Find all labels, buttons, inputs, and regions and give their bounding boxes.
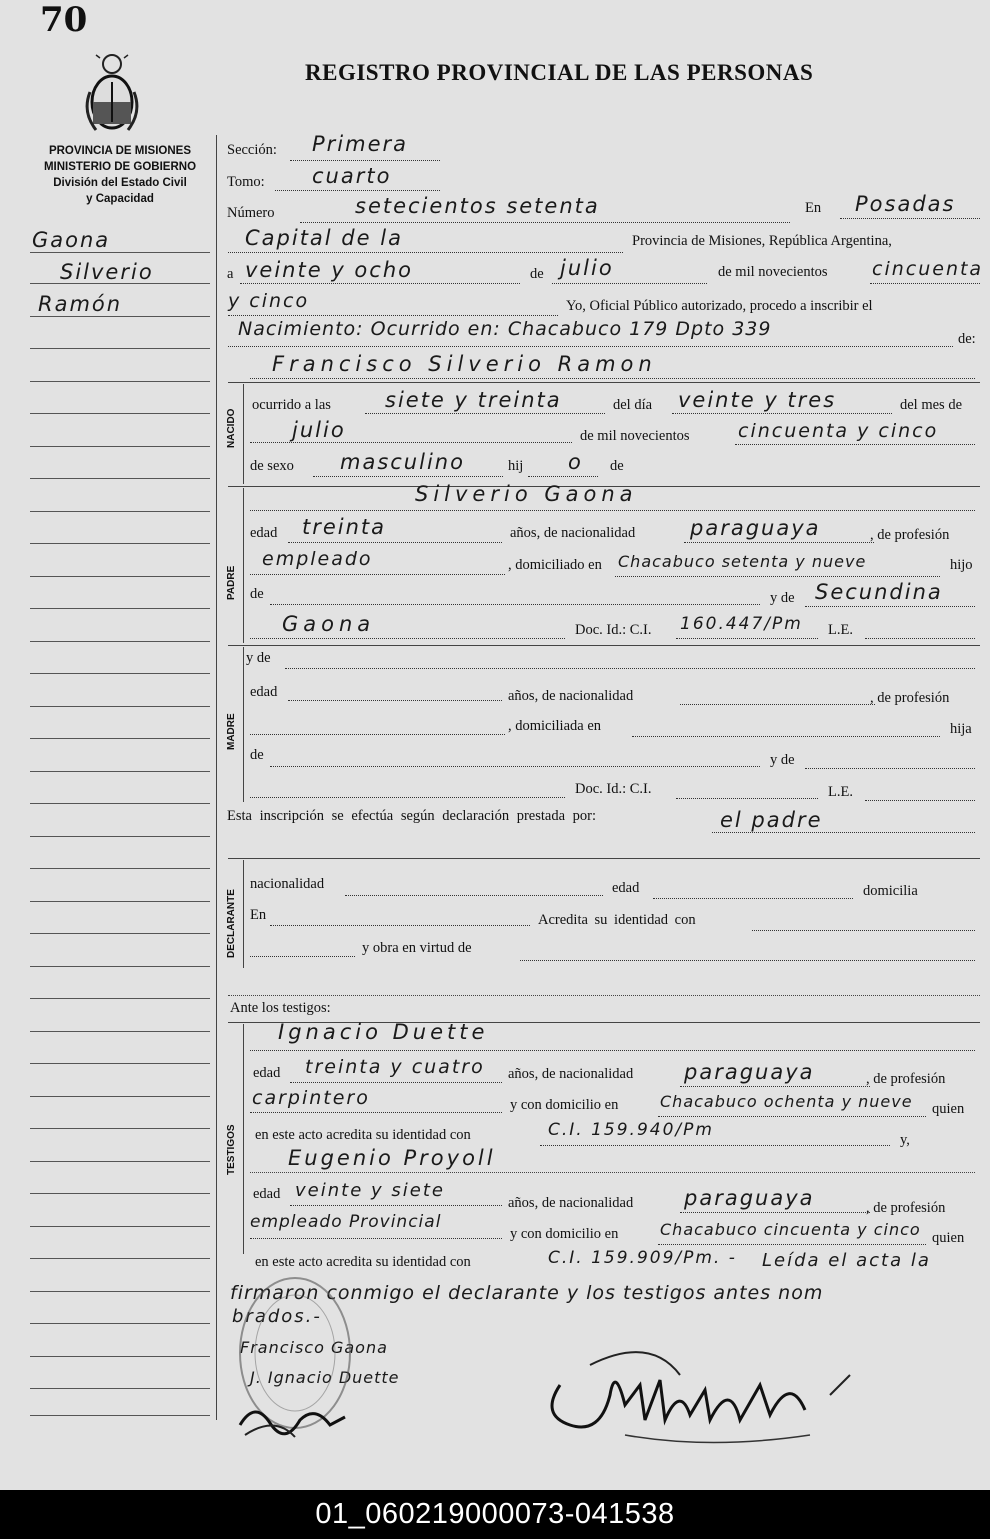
padre-profesion-value: empleado	[262, 548, 373, 570]
testigo2-nombre-value: Eugenio Proyoll	[288, 1146, 496, 1170]
madre-y-de-label: y de	[246, 650, 271, 666]
side-first-name: Silverio	[60, 260, 154, 284]
declarante-label: DECLARANTE	[226, 889, 237, 958]
mes-value: julio	[292, 418, 346, 442]
fecha-mes-value: julio	[560, 256, 614, 280]
sexo-label: de sexo	[250, 458, 294, 474]
leida-value: Leída el acta la	[762, 1250, 931, 1271]
coat-of-arms-emblem	[82, 52, 142, 139]
de-label-2: de	[610, 458, 624, 474]
division-name-2: y Capacidad	[86, 193, 154, 205]
testigo1-domicilio-value: Chacabuco ochenta y nueve	[660, 1092, 913, 1111]
t1-acredita-label: en este acto acredita su identidad con	[255, 1127, 471, 1143]
testigo2-nacionalidad-value: paraguaya	[684, 1186, 815, 1210]
dec-en-label: En	[250, 907, 267, 923]
testigo1-doc-value: C.I. 159.940/Pm	[548, 1120, 714, 1140]
padre-edad-label: edad	[250, 525, 278, 541]
dec-edad-label: edad	[612, 880, 640, 896]
scan-footer-code: 01_060219000073-041538	[0, 1490, 990, 1539]
t1-edad-label: edad	[253, 1065, 281, 1081]
firma-testigo: J. Ignacio Duette	[250, 1368, 400, 1387]
tipo-acta-value: Nacimiento: Ocurrido en: Chacabuco 179 Dpto 339	[238, 318, 772, 340]
yo-oficial-label: Yo, Oficial Público autorizado, procedo a inscribir el	[566, 298, 873, 314]
padre-madre-value: Secundina	[815, 580, 943, 604]
madre-nacionalidad-label: años, de nacionalidad	[508, 688, 634, 704]
dec-domicilia-label: domicilia	[863, 883, 918, 899]
padre-nombre-value: Silverio Gaona	[415, 482, 638, 506]
padre-domicilio-value: Chacabuco setenta y nueve	[618, 552, 867, 571]
fecha-dia-value: veinte y ocho	[245, 258, 413, 282]
provincia-label: Provincia de Misiones, República Argentina,	[632, 233, 892, 249]
t2-profesion-label: , de profesión	[866, 1200, 946, 1216]
official-signature	[530, 1325, 870, 1460]
padre-profesion-label: , de profesión	[870, 527, 950, 543]
padre-le-label: L.E.	[828, 622, 853, 638]
del-dia-label: del día	[613, 397, 653, 413]
nacido-label: NACIDO	[226, 408, 237, 448]
brados-value: brados.-	[232, 1306, 322, 1327]
padre-madre-apellido-value: Gaona	[282, 612, 376, 636]
dec-nacionalidad-label: nacionalidad	[250, 876, 325, 892]
testigos-label: TESTIGOS	[226, 1124, 237, 1175]
hija-label: hija	[950, 721, 972, 737]
madre-y-de-label-2: y de	[770, 752, 795, 768]
document-title: REGISTRO PROVINCIAL DE LAS PERSONAS	[305, 60, 814, 85]
hora-value: siete y treinta	[385, 388, 562, 412]
padre-edad-value: treinta	[302, 515, 387, 539]
de-colon-label: de:	[958, 331, 976, 347]
padre-nacionalidad-value: paraguaya	[690, 516, 821, 540]
signature-scribble-left	[235, 1395, 355, 1450]
padre-nacionalidad-label: años, de nacionalidad	[510, 525, 636, 541]
madre-domicilio-label: , domiciliada en	[508, 718, 602, 734]
declarante-value: el padre	[720, 808, 823, 832]
numero-value: setecientos setenta	[355, 194, 600, 218]
side-surname: Gaona	[32, 228, 111, 252]
padre-doc-label: Doc. Id.: C.I.	[575, 622, 652, 638]
madre-doc-label: Doc. Id.: C.I.	[575, 781, 652, 797]
dia-value: veinte y tres	[678, 388, 837, 412]
testigo2-doc-value: C.I. 159.909/Pm. -	[548, 1248, 737, 1268]
fecha-anio-value: cincuenta	[872, 258, 984, 280]
hij-value: o	[568, 450, 583, 474]
testigo2-profesion-value: empleado Provincial	[250, 1212, 442, 1232]
division-name: División del Estado Civil	[53, 177, 187, 189]
testigo1-nacionalidad-value: paraguaya	[684, 1060, 815, 1084]
del-mes-label: del mes de	[900, 397, 963, 413]
t1-quien-label: quien	[932, 1101, 965, 1117]
testigo1-profesion-value: carpintero	[252, 1087, 370, 1109]
t1-nacionalidad-label: años, de nacionalidad	[508, 1066, 634, 1082]
dec-obra-label: y obra en virtud de	[362, 940, 472, 956]
numero-label: Número	[227, 205, 275, 221]
fecha-anio-value-2: y cinco	[228, 290, 310, 312]
dec-acredita-label: Acredita su identidad con	[538, 912, 696, 928]
madre-edad-label: edad	[250, 684, 278, 700]
t2-domicilio-label: y con domicilio en	[510, 1226, 619, 1242]
testigo2-domicilio-value: Chacabuco cincuenta y cinco	[660, 1220, 921, 1239]
testigo1-nombre-value: Ignacio Duette	[278, 1020, 489, 1044]
madre-label: MADRE	[226, 713, 237, 750]
ministry-name: MINISTERIO DE GOBIERNO	[43, 161, 197, 173]
padre-y-de-label: y de	[770, 590, 795, 606]
ocurrido-label: ocurrido a las	[252, 397, 331, 413]
seccion-label: Sección:	[227, 142, 277, 158]
margin-divider	[216, 135, 217, 1420]
hij-label: hij	[508, 458, 524, 474]
nacido-nombre-value: Francisco Silverio Ramon	[272, 352, 657, 376]
t2-quien-label: quien	[932, 1230, 965, 1246]
testigo1-edad-value: treinta y cuatro	[305, 1056, 485, 1078]
t1-domicilio-label: y con domicilio en	[510, 1097, 619, 1113]
ciudad-value: Posadas	[855, 192, 956, 216]
de-mil-label: de mil novecientos	[718, 264, 828, 280]
t2-acredita-label: en este acto acredita su identidad con	[255, 1254, 471, 1270]
anio-value: cincuenta y cinco	[738, 420, 939, 442]
firma-declarante: Francisco Gaona	[240, 1338, 388, 1357]
testigo2-edad-value: veinte y siete	[295, 1180, 445, 1201]
sexo-value: masculino	[340, 450, 465, 474]
seccion-value: Primera	[312, 132, 409, 156]
madre-de-label: de	[250, 747, 264, 763]
tomo-value: cuarto	[312, 164, 392, 188]
firmaron-value: firmaron conmigo el declarante y los testigos antes nom	[230, 1282, 824, 1304]
tomo-label: Tomo:	[227, 174, 265, 190]
province-name: PROVINCIA DE MISIONES	[48, 145, 192, 157]
en-label: En	[805, 200, 822, 216]
de-mil-label-2: de mil novecientos	[580, 428, 690, 444]
province-header	[30, 143, 210, 207]
t2-edad-label: edad	[253, 1186, 281, 1202]
inscripcion-label: Esta inscripción se efectúa según declaración prestada por:	[227, 808, 597, 824]
de-label: de	[530, 266, 544, 282]
testigos-heading: Ante los testigos:	[230, 1000, 331, 1016]
a-label: a	[227, 266, 234, 282]
t1-profesion-label: , de profesión	[866, 1071, 946, 1087]
t2-nacionalidad-label: años, de nacionalidad	[508, 1195, 634, 1211]
side-second-name: Ramón	[38, 292, 123, 316]
t1-y-label: y,	[900, 1132, 910, 1148]
padre-label: PADRE	[226, 565, 237, 600]
madre-le-label: L.E.	[828, 784, 853, 800]
madre-profesion-label: , de profesión	[870, 690, 950, 706]
padre-de-label: de	[250, 586, 264, 602]
hijo-label: hijo	[950, 557, 973, 573]
capital-value: Capital de la	[245, 226, 403, 250]
padre-domicilio-label: , domiciliado en	[508, 557, 602, 573]
page-number: 70	[40, 0, 88, 40]
padre-doc-value: 160.447/Pm	[680, 614, 803, 634]
